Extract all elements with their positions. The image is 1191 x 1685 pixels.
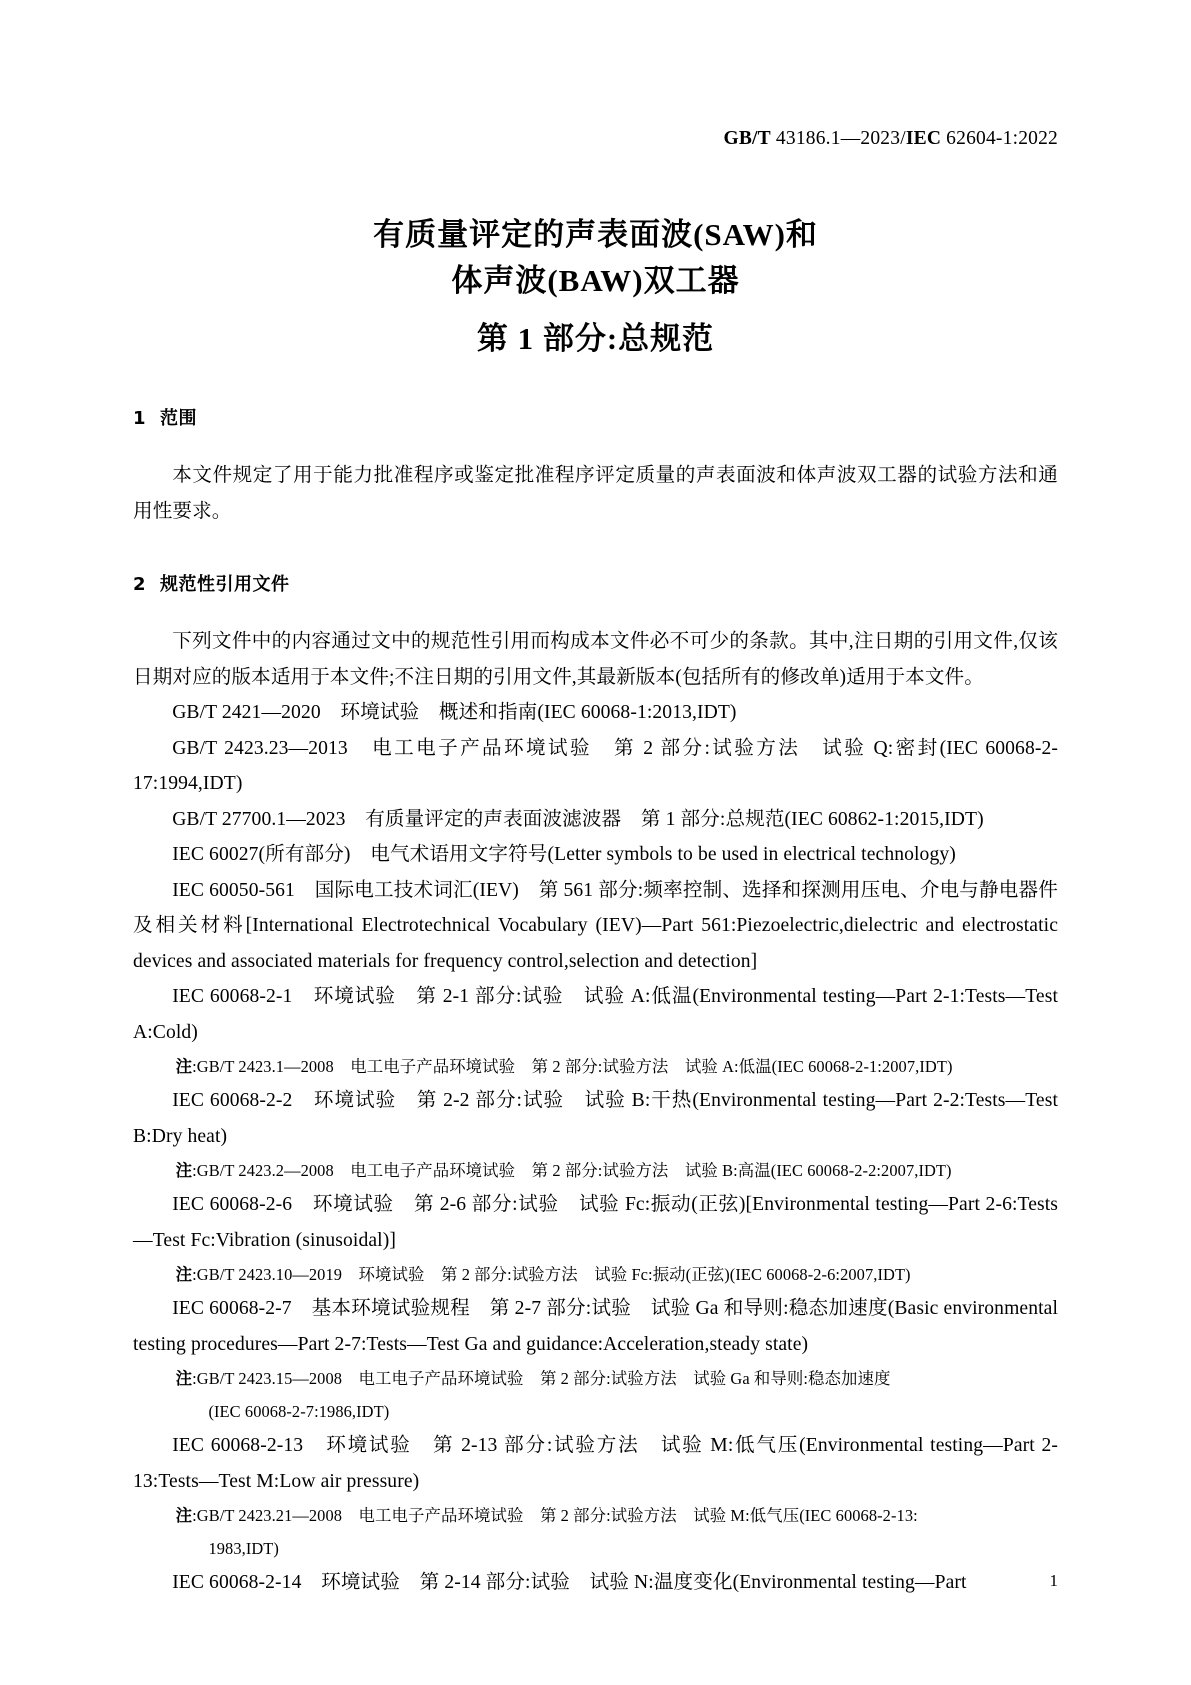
clause-1-number: 1 [133, 408, 147, 429]
title-line-1: 有质量评定的声表面波(SAW)和 [373, 217, 818, 252]
reference-entry: IEC 60068-2-2 环境试验 第 2-2 部分:试验 试验 B:干热(Environmental testing—Part 2-2:Tests—Test B:Dry heat) [133, 1090, 1058, 1147]
header-iec-prefix: IEC [905, 128, 942, 149]
spacer [133, 596, 1058, 624]
reference-note-continuation: 1983,IDT) [208, 1539, 279, 1558]
note-text: :GB/T 2423.10—2019 环境试验 第 2 部分:试验方法 试验 Fc:振动(正弦)(IEC 60068-2-6:2007,IDT) [192, 1265, 911, 1284]
page-number: 1 [1049, 1571, 1058, 1590]
note-label: 注 [175, 1161, 193, 1180]
normative-reference-list [133, 695, 1058, 1601]
running-header [0, 128, 1058, 150]
title-line-3: 第 1 部分:总规范 [476, 321, 715, 356]
document-title [133, 212, 1058, 362]
clause-1-title: 范围 [160, 408, 198, 429]
reference-entry: IEC 60068-2-14 环境试验 第 2-14 部分:试验 试验 N:温度变化(Environmental testing—Part [172, 1572, 967, 1593]
reference-note [133, 1154, 1058, 1187]
clause-1-paragraph: 本文件规定了用于能力批准程序或鉴定批准程序评定质量的声表面波和体声波双工器的试验方法和通用性要求。 [133, 465, 1058, 522]
clause-2-paragraph: 下列文件中的内容通过文中的规范性引用而构成本文件必不可少的条款。其中,注日期的引用文件,仅该日期对应的版本适用于本文件;不注日期的引用文件,其最新版本(包括所有的修改单)适用于本文件。 [133, 631, 1058, 688]
note-label: 注 [175, 1265, 193, 1284]
reference-entry: IEC 60027(所有部分) 电气术语用文字符号(Letter symbols to be used in electrical technology) [172, 844, 956, 865]
reference-note [133, 1499, 1058, 1532]
reference-entry: IEC 60068-2-6 环境试验 第 2-6 部分:试验 试验 Fc:振动(正弦)[Environmental testing—Part 2-6:Tests—Test Fc:Vibration (sinusoidal)] [133, 1194, 1058, 1251]
clause-2-title: 规范性引用文件 [160, 574, 290, 595]
reference-entry: GB/T 2423.23—2013 电工电子产品环境试验 第 2 部分:试验方法 试验 Q:密封(IEC 60068-2-17:1994,IDT) [133, 737, 1058, 794]
reference-entry: IEC 60068-2-13 环境试验 第 2-13 部分:试验方法 试验 M:低气压(Environmental testing—Part 2-13:Tests—Test M:Low air pressure) [133, 1435, 1058, 1492]
reference-note [133, 1050, 1058, 1083]
reference-entry: GB/T 27700.1—2023 有质量评定的声表面波滤波器 第 1 部分:总规范(IEC 60862-1:2015,IDT) [172, 808, 984, 830]
reference-entry: IEC 60068-2-1 环境试验 第 2-1 部分:试验 试验 A:低温(Environmental testing—Part 2-1:Tests—Test A:Cold) [133, 986, 1058, 1043]
note-text: :GB/T 2423.15—2008 电工电子产品环境试验 第 2 部分:试验方法 试验 Ga 和导则:稳态加速度 [192, 1369, 891, 1388]
reference-entry: GB/T 2421—2020 环境试验 概述和指南(IEC 60068-1:2013,IDT) [172, 702, 737, 723]
note-text: :GB/T 2423.21—2008 电工电子产品环境试验 第 2 部分:试验方法 试验 M:低气压(IEC 60068-2-13: [192, 1506, 918, 1525]
spacer [133, 430, 1058, 458]
title-line-2: 体声波(BAW)双工器 [451, 263, 740, 298]
reference-entry: IEC 60050-561 国际电工技术词汇(IEV) 第 561 部分:频率控制、选择和探测用压电、介电与静电器件及相关材料[International Electrotechnical Vocabulary (IEV)—Part 561:Piezoelectric,dielectric and electrostatic devices and associated materials for frequency control,selection and detection] [133, 879, 1058, 972]
note-label: 注 [175, 1057, 193, 1076]
spacer [133, 529, 1058, 570]
reference-note [133, 1258, 1058, 1291]
clause-2-number: 2 [133, 574, 147, 595]
reference-note-continuation: (IEC 60068-2-7:1986,IDT) [208, 1402, 390, 1421]
note-text: :GB/T 2423.2—2008 电工电子产品环境试验 第 2 部分:试验方法 试验 B:高温(IEC 60068-2-2:2007,IDT) [192, 1161, 952, 1180]
note-label: 注 [175, 1506, 193, 1525]
header-standard-prefix: GB/T [723, 128, 771, 149]
note-label: 注 [175, 1369, 193, 1388]
reference-note [133, 1362, 1058, 1395]
header-iec-id: 62604-1:2022 [941, 128, 1058, 149]
note-text: :GB/T 2423.1—2008 电工电子产品环境试验 第 2 部分:试验方法 试验 A:低温(IEC 60068-2-1:2007,IDT) [192, 1057, 953, 1076]
document-body [133, 404, 1058, 1601]
reference-entry: IEC 60068-2-7 基本环境试验规程 第 2-7 部分:试验 试验 Ga 和导则:稳态加速度(Basic environmental testing procedures—Part 2-7:Tests—Test Ga and guidance:Acceleration,steady state) [133, 1298, 1058, 1355]
clause-1-heading [133, 404, 1058, 430]
clause-2-heading [133, 570, 1058, 596]
header-standard-id: 43186.1—2023/ [770, 128, 906, 149]
